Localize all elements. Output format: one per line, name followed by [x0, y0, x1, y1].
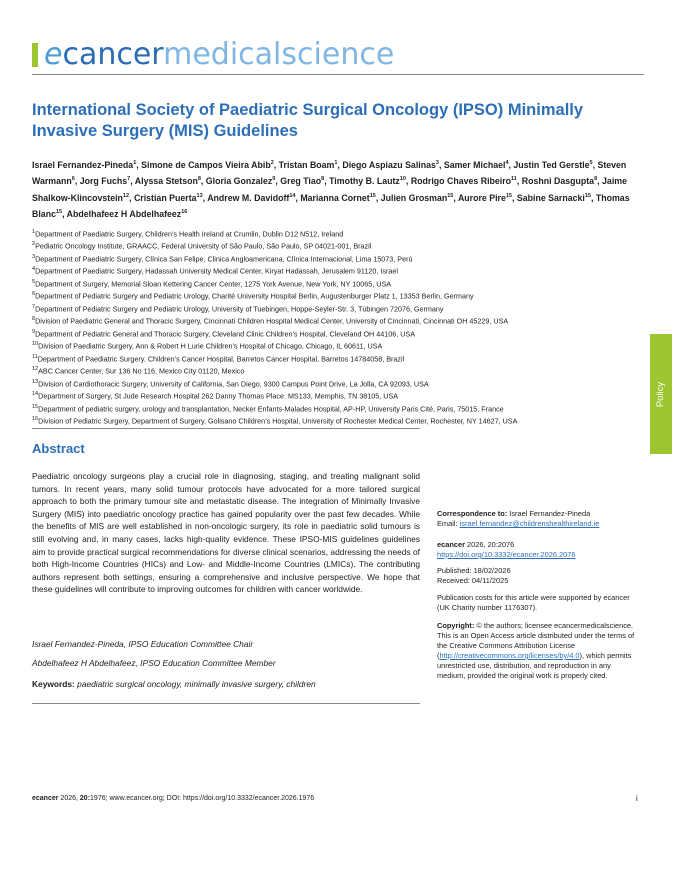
logo-cancer: cancer — [62, 37, 164, 72]
author — [513, 160, 592, 170]
affiliation-number: 16 — [32, 416, 39, 423]
affiliation-item — [32, 227, 642, 239]
affiliation-number: 1 — [32, 229, 36, 235]
abstract-top-divider — [32, 428, 420, 429]
affiliation-item — [32, 264, 642, 276]
license-link[interactable]: http://creativecommons.org/licenses/by/4.0 — [439, 651, 580, 660]
affiliation-number: 6 — [32, 291, 36, 298]
author — [141, 160, 274, 170]
affiliation-text: Division of Paediatric Surgery, Ann & Robert H Lurie Children’s Hospital of Chicago, Chicago, IL 60611, USA — [38, 341, 383, 351]
author-affiliation-number: 15 — [369, 192, 376, 199]
author-affiliation-number: 12 — [122, 192, 130, 199]
author-affiliation-number: 7 — [127, 176, 131, 183]
author — [32, 160, 136, 170]
section-tab-label: Policy — [655, 381, 667, 407]
footer-journal: ecancer — [32, 795, 59, 802]
author-affiliation-number: 6 — [71, 176, 75, 183]
author-name: Samer Michael — [443, 159, 506, 170]
signature-member: Abdelhafeez H Abdelhafeez, IPSO Education Committee Member — [32, 658, 276, 668]
correspondence-label: Correspondence to: — [437, 509, 508, 518]
affiliation-number: 10 — [32, 341, 39, 348]
article-title: International Society of Paediatric Surgical Oncology (IPSO) Minimally Invasive Surgery (MIS) Guidelines — [32, 101, 584, 140]
affiliation-text: Department of pediatric surgery, urology and transplantation, Necker Enfants-Malades Hospital, AP-HP, University Paris Cité, Paris, 75015, France — [38, 404, 504, 414]
affiliation-text: Division of Paediatric General and Thoracic Surgery, Cincinnati Children Hospital Medical Center, University of Cincinnati, Cincinnati OH 45229, USA — [35, 316, 509, 326]
author — [381, 193, 454, 203]
footer-rest: 1976; www.ecancer.org; DOI: https://doi.org/10.3332/ecancer.2026.1976 — [90, 795, 315, 802]
author — [206, 176, 276, 186]
author-name: Sabine Sarnacki — [516, 192, 585, 203]
author — [279, 160, 338, 170]
affiliation-item — [32, 314, 642, 326]
footer-year: 2026, — [60, 795, 78, 802]
author-affiliation-number: 15 — [505, 192, 512, 199]
author-affiliation-number: 3 — [435, 160, 439, 166]
author — [329, 176, 406, 186]
author-name: Alyssa Stetson — [134, 176, 198, 187]
affiliation-number: 4 — [32, 266, 36, 273]
affiliation-number: 7 — [32, 303, 36, 310]
affiliation-number: 13 — [32, 378, 39, 385]
correspondence-block — [437, 509, 637, 529]
keywords-label: Keywords: — [32, 679, 75, 689]
copyright-block — [437, 621, 637, 681]
citation-block — [437, 540, 637, 560]
affiliation-text: Department of Paediatric Surgery, Hadassah University Medical Center, Kiryat Hadassah, Jerusalem 91120, Israel — [35, 266, 398, 276]
affiliation-number: 9 — [32, 328, 36, 335]
author-name: Justin Ted Gerstle — [513, 159, 590, 170]
affiliation-item — [32, 277, 642, 289]
affiliation-number: 8 — [32, 316, 36, 323]
author-affiliation-number: 8 — [321, 176, 325, 183]
logo-accent-bar — [32, 43, 38, 67]
author — [458, 193, 512, 203]
copyright-text-1: © the authors; licensee ecancermedicalscience. This is an Open Access article distributed under the terms of the Creative Commons Attribution License ( — [437, 621, 635, 660]
author — [80, 176, 130, 186]
author-affiliation-number: 1 — [334, 160, 338, 166]
affiliation-text: Department of Paediatric Surgery, Children’s Health Ireland at Crumlin, Dublin D12 N512, Ireland — [35, 229, 344, 239]
affiliation-text: Department of Pediatric Surgery and Pediatric Urology, Charité University Hospital Berlin, Augustenburger Platz 1, 13353 Berlin, Germany — [35, 291, 474, 301]
doi-link[interactable]: https://doi.org/10.3332/ecancer.2026.2076 — [437, 550, 576, 559]
author — [411, 176, 517, 186]
author — [280, 176, 324, 186]
affiliation-item — [32, 302, 642, 314]
author-affiliation-number: 1 — [133, 160, 137, 166]
affiliation-text: Department of Paediatric Surgery, Clínica San Felipe, Clinica Angloamericana, Clínica Internacional, Lima 15073, Perú — [35, 254, 413, 264]
author-affiliation-number: 10 — [399, 176, 406, 183]
author-affiliation-number: 5 — [589, 160, 593, 166]
author-affiliation-number: 9 — [272, 176, 276, 183]
email-label: Email: — [437, 519, 458, 528]
abstract-bottom-divider — [32, 703, 420, 704]
affiliation-number: 5 — [32, 278, 36, 285]
author — [517, 193, 591, 203]
affiliation-number: 14 — [32, 391, 39, 398]
author-name: Jaime Shalkow-Klincovstein — [32, 176, 627, 203]
author-name: Thomas Blanc — [32, 192, 630, 220]
author-affiliation-number: 11 — [511, 176, 517, 183]
affiliation-text: Department of Pediatric Surgery and Pediatric Urology, University of Tuebingen, Hoppe-Seyler-Str. 3, Tübingen 72076, Germany — [35, 304, 444, 314]
affiliation-text: Division of Pediatric Surgery, Department of Surgery, Golisano Children’s Hospital, University of Rochester Medical Center, Rochester, NY 14627, USA — [38, 416, 518, 426]
author-name: Tristan Boam — [278, 159, 335, 170]
logo-medicalscience: medicalscience — [163, 37, 395, 72]
affiliation-item — [32, 327, 642, 339]
author-name: Cristian Puerta — [133, 192, 197, 203]
logo-wordmark — [44, 38, 394, 72]
copyright-text-2: ), which permits unrestricted use, distribution, and reproduction in any medium, provided the original work is properly cited. — [437, 651, 632, 680]
affiliation-number: 11 — [32, 353, 38, 360]
footer-volume: 20: — [79, 795, 91, 802]
author — [522, 176, 597, 186]
author-affiliation-number: 4 — [505, 160, 509, 166]
affiliation-item — [32, 402, 642, 414]
section-tab — [650, 334, 672, 454]
author-name: Aurore Pire — [457, 192, 506, 203]
affiliation-text: Department of Surgery, St Jude Research Hospital 262 Danny Thomas Place. MS133, Memphis, TN 38105, USA — [38, 391, 399, 401]
affiliation-item — [32, 339, 642, 351]
affiliation-item — [32, 377, 642, 389]
affiliation-number: 2 — [32, 241, 36, 248]
author-list: Israel Fernandez-Pineda$^1$, Simone de Campos Vieira Abib$^2$, Tristan Boam$^1$, Diego Aspiazu Salinas$^3$, Samer Michael$^4$, Justin Ted Gerstle$^5$, Steven Warmann$^6$, Jorg Fuchs$^7$, Alyssa Stetson$^8$, Gloria Gonzalez$^9$, Greg Tiao$^8$, Timothy B. Lautz$^{10}$, Rodrigo Chaves Ribeiro$^{11}$, Roshni Dasgupta$^8$, Jaime Shalkow-Klincovstein$^{12}$, Cristian Puerta$^{13}$, Andrew M. Davidoff$^{14}$, Marianna Cornet$^{15}$, Julien Grosman$^{15}$, Aurore Pire$^{15}$, Sabine Sarnacki$^{15}$, Thomas Blanc$^{15}$, Abdelhafeez H Abdelhafeez$^{16}$ — [32, 159, 630, 220]
author-name: Diego Aspiazu Salinas — [342, 159, 436, 170]
affiliation-item — [32, 352, 642, 364]
affiliation-text: Department of Paediatric Surgery. Children’s Cancer Hospital, Barretos Cancer Hospital, Barretos 14784058, Brazil — [37, 354, 405, 364]
affiliation-number: 12 — [32, 366, 39, 373]
email-link[interactable]: israel.fernandez@childrenshealthireland.ie — [459, 519, 600, 528]
affiliation-text: Division of Cardiothoracic Surgery, University of California, San Diego, 9300 Campus Point Drive, La Jolla, CA 92093, USA — [38, 379, 429, 389]
author-name: Greg Tiao — [280, 176, 322, 187]
affiliation-number: 15 — [32, 403, 39, 410]
author-name: Abdelhafeez H Abdelhafeez — [66, 209, 182, 220]
citation-journal: ecancer — [437, 540, 465, 549]
affiliation-text: Pediatric Oncology Institute, GRAACC, Federal University of São Paulo, São Paulo, SP 04021-001, Brazil — [35, 241, 372, 251]
abstract-heading: Abstract — [32, 441, 85, 456]
affiliation-number: 3 — [32, 253, 36, 260]
author-affiliation-number: 13 — [196, 192, 203, 199]
logo-e: e — [44, 37, 63, 72]
author-affiliation-number: 14 — [289, 192, 296, 199]
author-name: Rodrigo Chaves Ribeiro — [410, 176, 512, 187]
author — [135, 176, 201, 186]
author-name: Jorg Fuchs — [79, 176, 128, 187]
author-name: Timothy B. Lautz — [329, 176, 400, 187]
affiliation-text: Department of Surgery, Memorial Sloan Kettering Cancer Center, 1275 York Avenue, New York, NY 10065, USA — [35, 279, 392, 289]
author — [134, 193, 203, 203]
author-name: Roshni Dasgupta — [521, 176, 595, 187]
author-affiliation-number: 8 — [594, 176, 598, 183]
header-divider — [32, 74, 644, 75]
author — [300, 193, 376, 203]
keywords — [32, 678, 420, 690]
received-date: Received: 04/11/2025 — [437, 576, 509, 585]
correspondence-name: Israel Fernandez-Pineda — [509, 509, 591, 518]
author — [342, 160, 439, 170]
published-date: Published: 18/02/2026 — [437, 566, 511, 575]
author-name: Simone de Campos Vieira Abib — [141, 159, 271, 170]
affiliation-list — [32, 227, 642, 427]
author-name: Andrew M. Davidoff — [207, 192, 290, 203]
keywords-text: paediatric surgical oncology, minimally invasive surgery, children — [77, 679, 316, 689]
author-affiliation-number: 15 — [584, 192, 591, 199]
publication-costs: Publication costs for this article were supported by ecancer (UK Charity number 1176307). — [437, 593, 630, 612]
page-number: i — [636, 794, 638, 803]
affiliation-item — [32, 252, 642, 264]
author-name: Gloria Gonzalez — [205, 176, 273, 187]
author-affiliation-number: 2 — [270, 160, 274, 166]
author-name: Israel Fernandez-Pineda — [32, 159, 134, 170]
affiliation-item — [32, 364, 642, 376]
affiliation-text: Department of Pediatric General and Thoracic Surgery, Cleveland Clinic Children’s Hospital, Cleveland OH 44106, USA — [35, 329, 415, 339]
copyright-label: Copyright: — [437, 621, 475, 630]
author-affiliation-number: 15 — [447, 192, 454, 199]
author — [67, 209, 188, 219]
affiliation-text: ABC Cancer Center, Sur 136 No 116, Mexico City 01120, Mexico — [38, 366, 245, 376]
abstract-text: Paediatric oncology surgeons play a crucial role in diagnosing, staging, and treating malignant solid tumors. In recent years, many solid tumour protocols have advocated for a more tailored surgical approach to both the primary tumour site and metastatic disease. The integration of Minimally Invasive Surgery (MIS) into paediatric oncology practice has gained popularity over the past few decades. While the benefits of MIS are well established in non-oncologic surgery, its role in paediatric solid tumours is still evolving and, in many cases, lacks high-quality evidence. These IPSO-MIS guidelines guidelines aim to provide practical surgical recommendations for diverse clinical scenarios, addressing the needs of both High-Income Countries (HICs) and Low- and Middle-Income Countries (LMICs). The contributing authors represent both settings, ensuring a comprehensive and inclusive perspective. We hope that these guidelines will contribute to improving outcomes for children with cancer worldwide. — [32, 471, 420, 595]
journal-logo[interactable] — [32, 38, 394, 72]
author-affiliation-number: 16 — [181, 209, 188, 216]
page-footer — [32, 795, 314, 802]
dates-block — [437, 566, 637, 586]
affiliation-item — [32, 239, 642, 251]
author-name: Julien Grosman — [380, 192, 448, 203]
author-affiliation-number: 8 — [197, 176, 201, 183]
author-name: Steven Warmann — [32, 159, 627, 187]
citation-year-volume: 2026, 20:2076 — [467, 540, 515, 549]
author — [207, 193, 295, 203]
affiliation-item — [32, 414, 642, 426]
affiliation-item — [32, 289, 642, 301]
author — [444, 160, 509, 170]
affiliation-item — [32, 389, 642, 401]
signature-chair: Israel Fernandez-Pineda, IPSO Education Committee Chair — [32, 639, 254, 649]
author-affiliation-number: 15 — [55, 209, 63, 216]
author-name: Marianna Cornet — [300, 192, 370, 203]
